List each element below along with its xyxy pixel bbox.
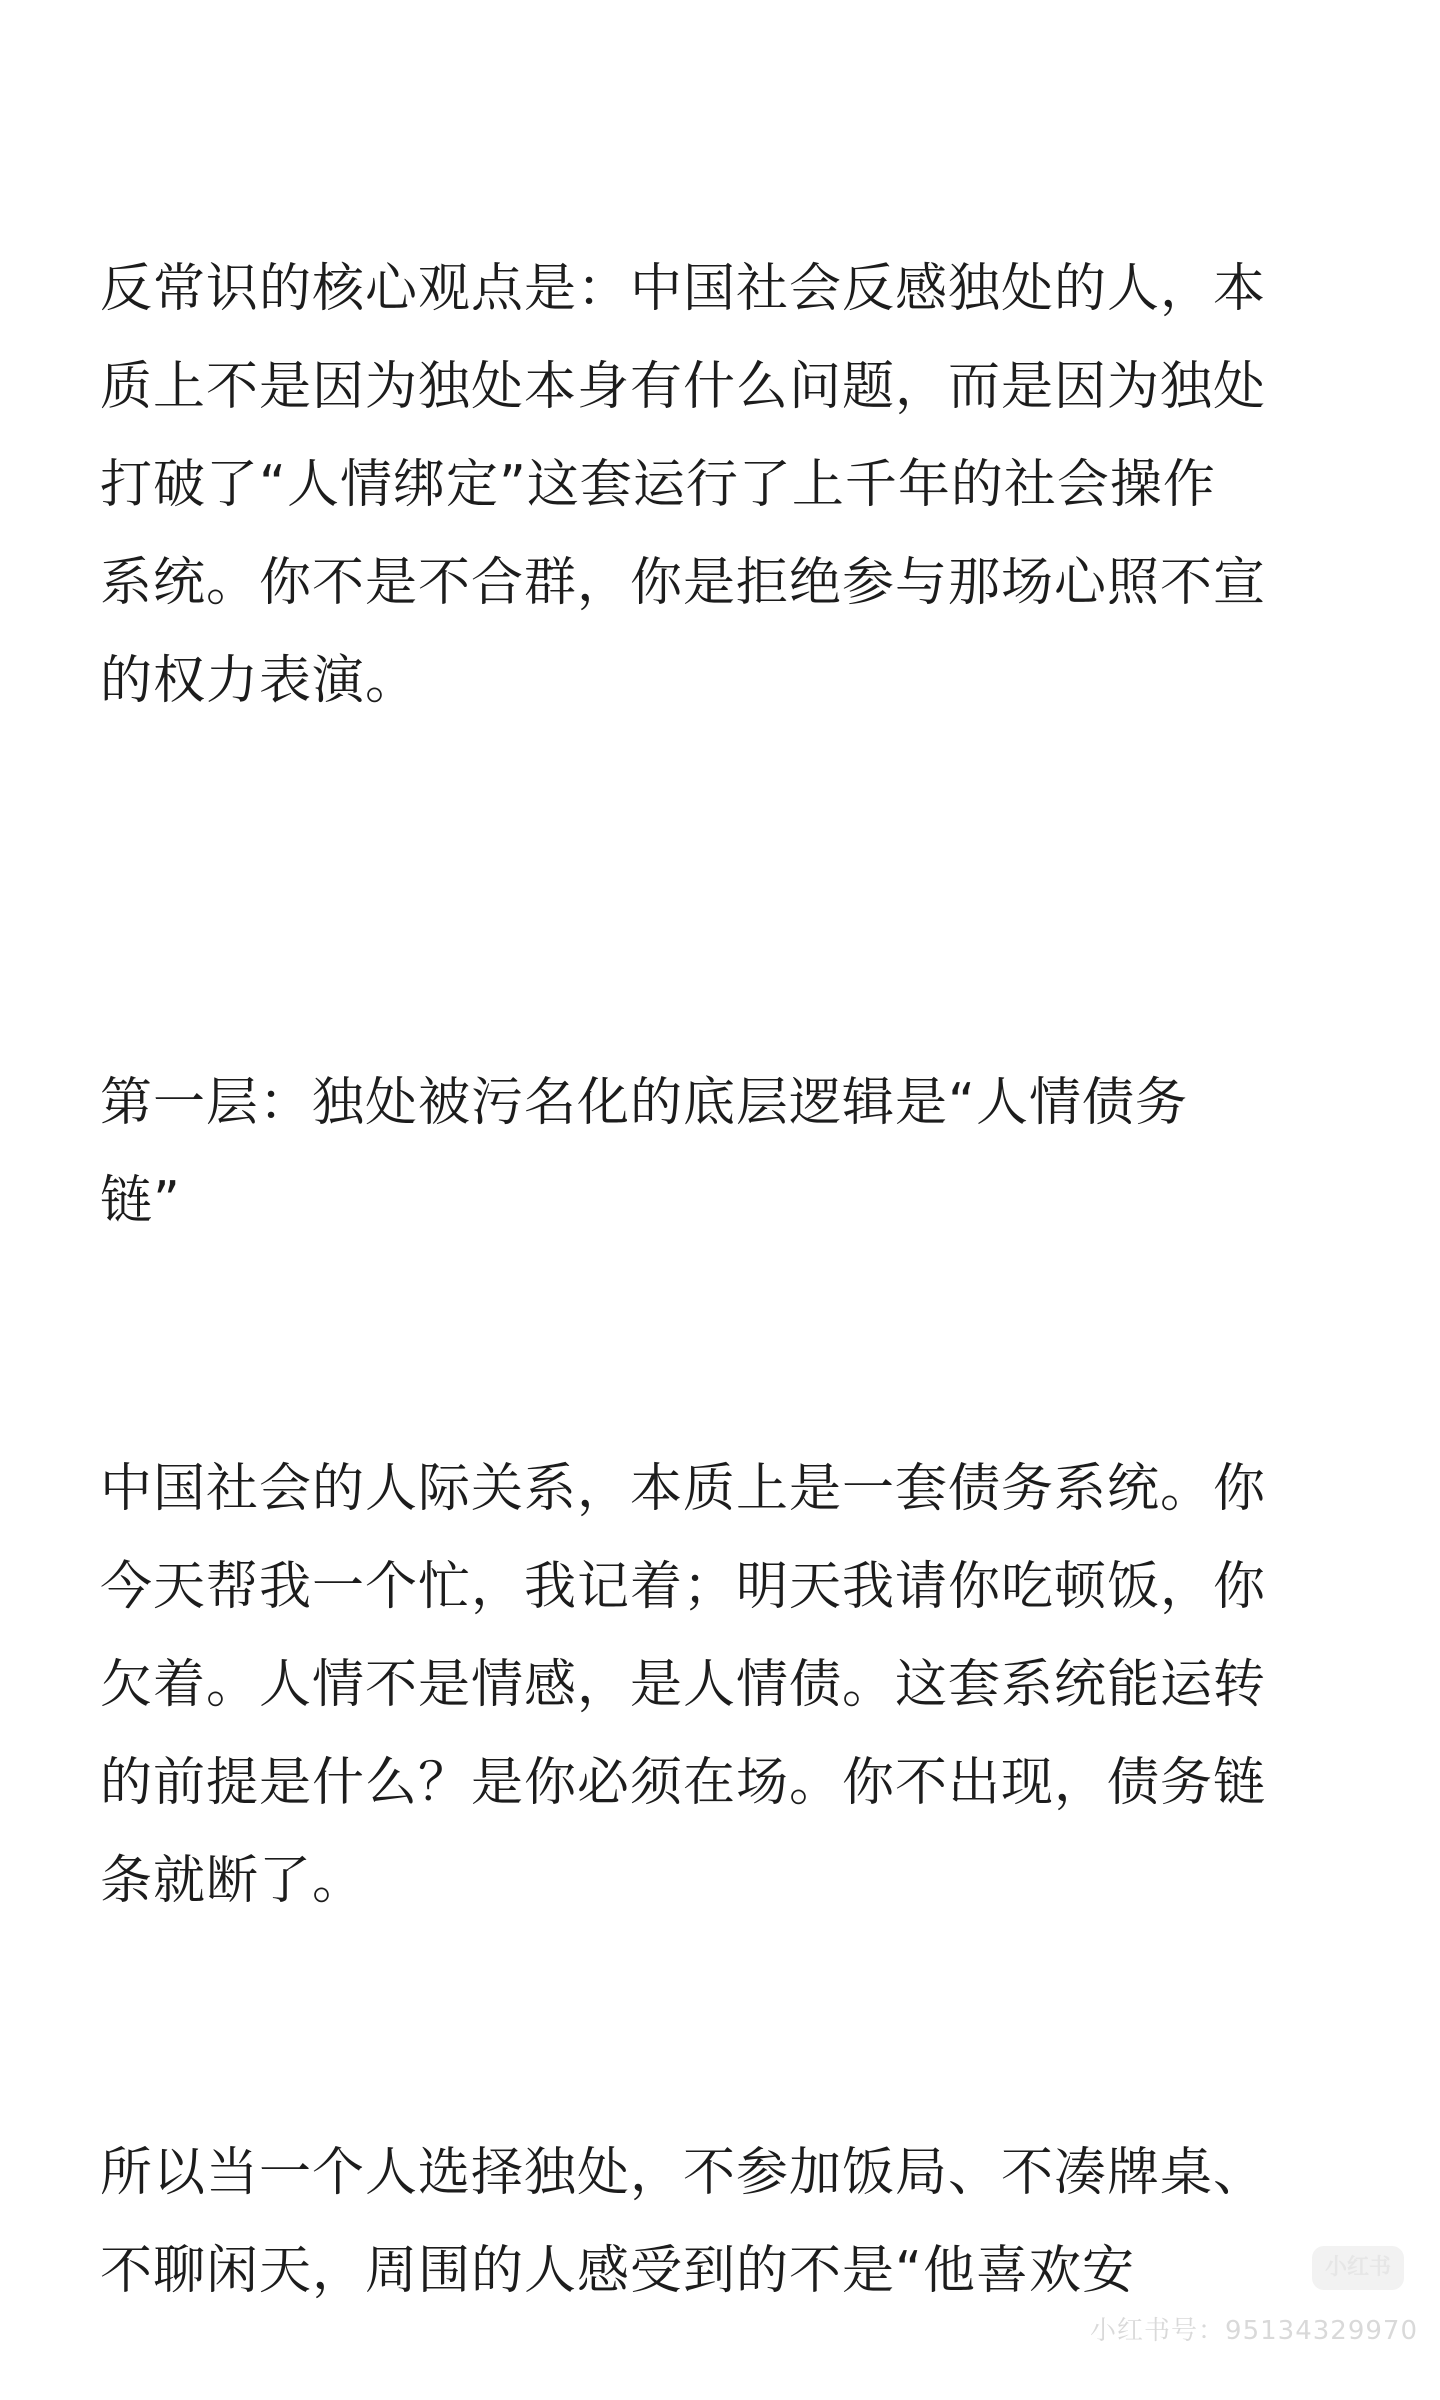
text-line: 链” [100, 1171, 181, 1231]
text-line: 欠着。人情不是情感，是人情债。这套系统能运转 [100, 1655, 1267, 1715]
text-line: 今天帮我一个忙，我记着；明天我请你吃顿饭，你 [100, 1557, 1267, 1617]
text-line: 不聊闲天，周围的人感受到的不是“他喜欢安 [100, 2241, 1135, 2301]
text-line: 反常识的核心观点是：中国社会反感独处的人，本 [100, 259, 1267, 319]
text-line: 质上不是因为独处本身有什么问题，而是因为独处 [100, 357, 1267, 417]
text-line: 打破了“人情绑定”这套运行了上千年的社会操作 [100, 455, 1216, 515]
section-heading-layer-one [100, 1054, 1340, 1250]
text-line: 条就断了。 [100, 1851, 366, 1911]
text-line: 所以当一个人选择独处，不参加饭局、不凑牌桌、 [100, 2143, 1267, 2203]
text-line: 的权力表演。 [100, 651, 419, 711]
text-line: 系统。你不是不合群，你是拒绝参与那场心照不宣 [100, 553, 1267, 613]
watermark-account-id: 小红书号：95134329970 [1090, 2316, 1418, 2346]
paragraph-debt-system [100, 1440, 1340, 1930]
text-line: 第一层：独处被污名化的底层逻辑是“人情债务 [100, 1073, 1188, 1133]
paragraph-choose-solitude [100, 2124, 1340, 2320]
text-line: 的前提是什么？是你必须在场。你不出现，债务链 [100, 1753, 1267, 1813]
text-line: 中国社会的人际关系，本质上是一套债务系统。你 [100, 1459, 1267, 1519]
paragraph-core-view [100, 240, 1340, 730]
watermark-logo: 小红书 [1312, 2246, 1404, 2290]
